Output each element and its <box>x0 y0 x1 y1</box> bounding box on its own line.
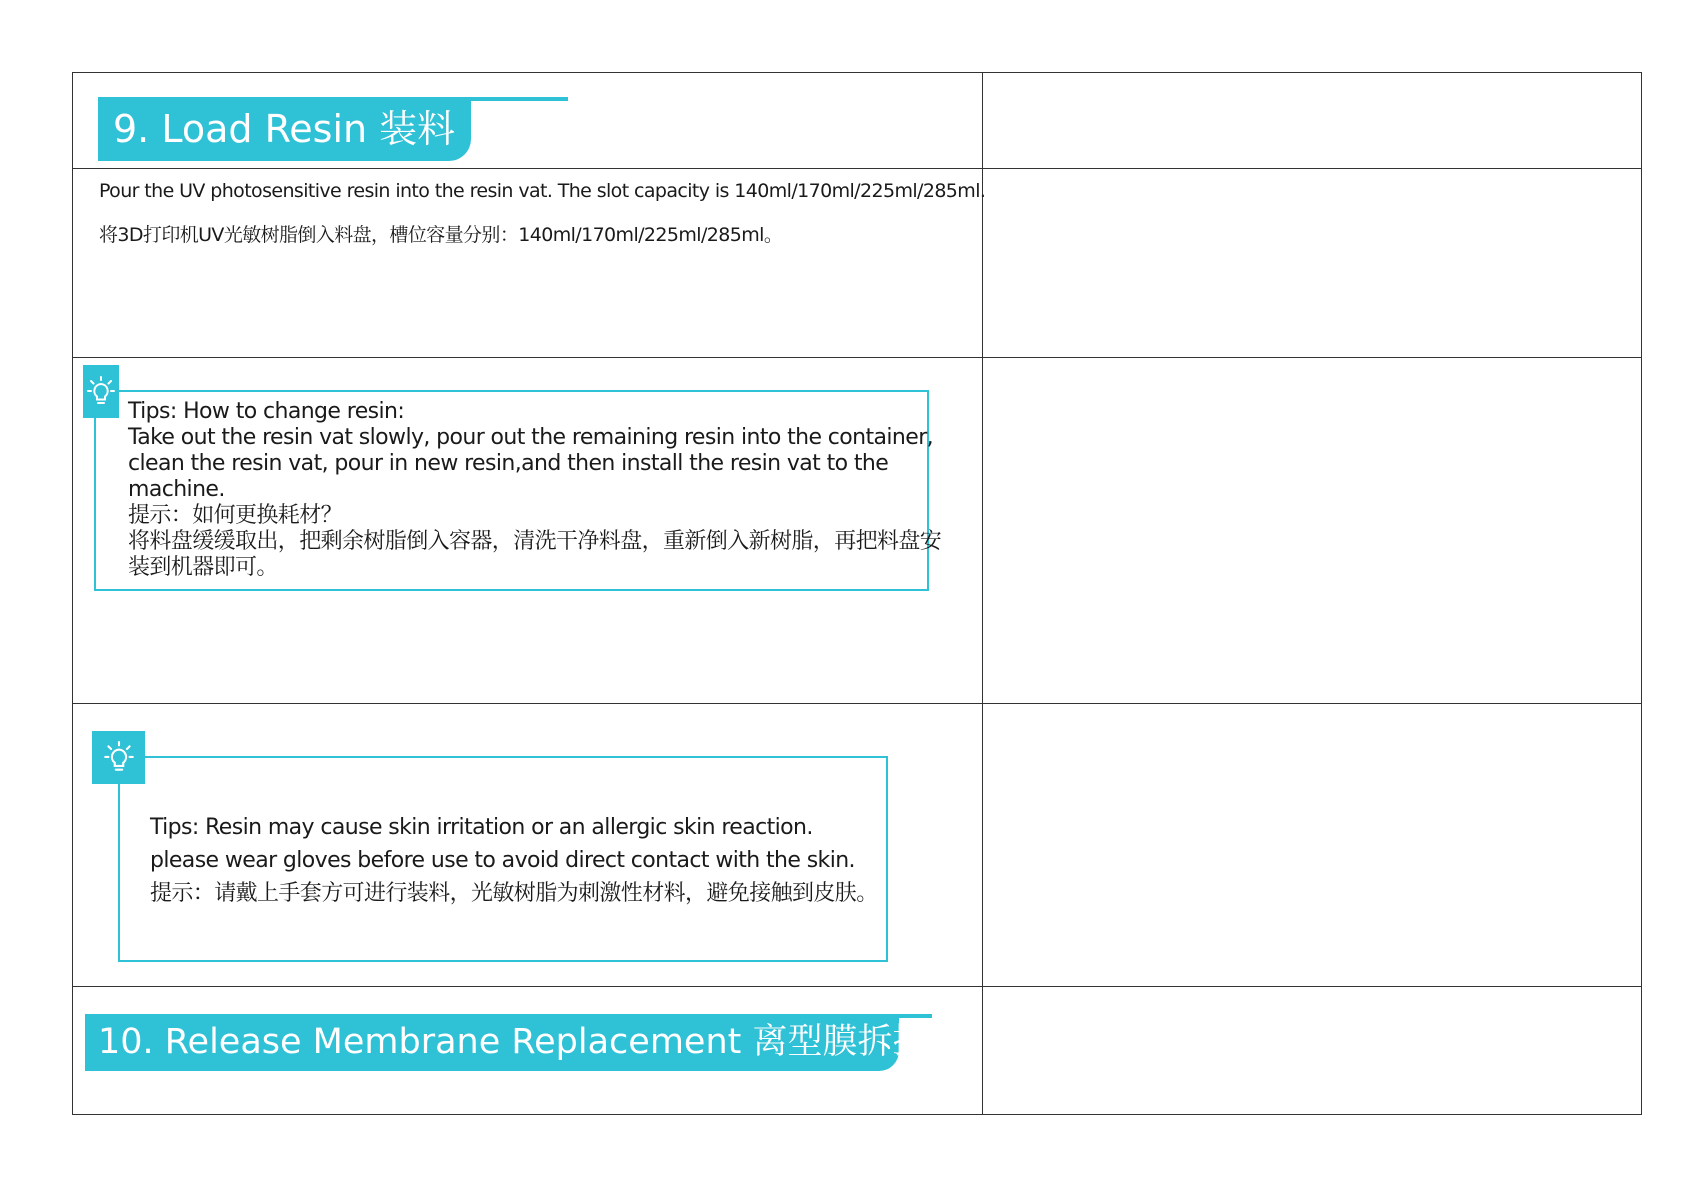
row-divider <box>73 703 1641 704</box>
tip-line: 提示：请戴上手套方可进行装料，光敏树脂为刺激性材料，避免接触到皮肤。 <box>150 881 878 906</box>
section-10-title: 10. Release Membrane Replacement 离型膜拆换 <box>98 1022 928 1062</box>
tip-line: please wear gloves before use to avoid direct contact with the skin. <box>150 848 855 873</box>
section-9-title: 9. Load Resin 装料 <box>113 107 456 151</box>
tip-line: Tips: How to change resin: <box>128 399 405 424</box>
tip-change-resin-text <box>128 399 941 581</box>
row-divider <box>73 168 1641 169</box>
section-9-text-zh: 将3D打印机UV光敏树脂倒入料盘，槽位容量分别：140ml/170ml/225ml/285ml。 <box>99 224 783 246</box>
column-divider <box>982 73 983 1114</box>
tip-line: machine. <box>128 477 225 502</box>
tip-line: clean the resin vat, pour in new resin,and then install the resin vat to the <box>128 451 889 476</box>
tip-line: Tips: Resin may cause skin irritation or an allergic skin reaction. <box>150 815 813 840</box>
tip-line: 装到机器即可。 <box>128 555 278 580</box>
tip-line: 将料盘缓缓取出，把剩余树脂倒入容器，清洗干净料盘，重新倒入新树脂，再把料盘安 <box>128 529 942 554</box>
tip-skin-warning-text <box>150 811 878 910</box>
tip-line: 提示：如何更换耗材？ <box>128 503 343 528</box>
row-divider <box>73 986 1641 987</box>
row-divider <box>73 357 1641 358</box>
tip-line: Take out the resin vat slowly, pour out the remaining resin into the container, <box>128 425 934 450</box>
lightbulb-icon <box>83 365 119 418</box>
section-9-header <box>98 97 568 161</box>
section-9-text-en: Pour the UV photosensitive resin into the resin vat. The slot capacity is 140ml/170ml/225ml/285ml. <box>99 180 986 202</box>
section-header-line <box>471 97 568 101</box>
section-10-header <box>85 1014 932 1071</box>
lightbulb-icon <box>92 731 145 784</box>
